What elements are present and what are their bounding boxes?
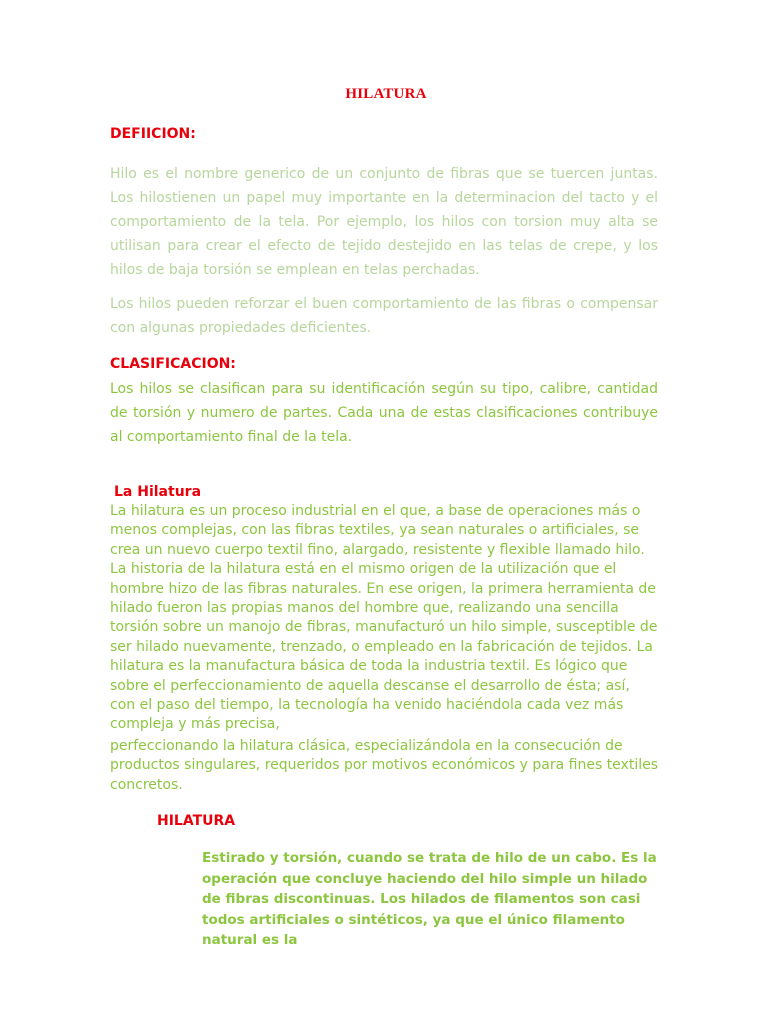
la-hilatura-heading: La Hilatura — [114, 484, 202, 500]
document-title: HILATURA — [345, 86, 427, 102]
classification-heading: CLASIFICACION: — [110, 356, 236, 372]
classification-paragraph: Los hilos se clasifican para su identificación según su tipo, calibre, cantidad de torsión y numero de partes. Cada una de estas clasificaciones contribuye al comportamiento final de la tela. — [110, 381, 658, 445]
definition-paragraph-1: Hilo es el nombre generico de un conjunto de fibras que se tuercen juntas. Los hilostienen un papel muy importante en la determinacion del tacto y el comportamiento de la tela. Por ejemplo, los hilos con torsion muy alta se utilisan para crear el efecto de tejido destejido en las telas de crepe, y los hilos de baja torsión se emplean en telas perchadas. — [110, 166, 658, 278]
la-hilatura-paragraph-2: perfeccionando la hilatura clásica, especializándola en la consecución de productos singulares, requeridos por motivos económicos y para fines textiles concretos. — [110, 738, 659, 793]
hilatura-section-paragraph: Estirado y torsión, cuando se trata de hilo de un cabo. Es la operación que concluye haciendo del hilo simple un hilado de fibras discontinuas. Los hilados de filamentos son casi todos artificiales o sintéticos, ya que el único filamento natural es la — [202, 850, 657, 948]
la-hilatura-paragraph-1: La hilatura es un proceso industrial en el que, a base de operaciones más o menos complejas, con las fibras textiles, ya sean naturales o artificiales, se crea un nuevo cuerpo textil fino, alargado, resistente y flexible llamado hilo. La historia de la hilatura está en el mismo origen de la utilización que el hombre hizo de las fibras naturales. En ese origen, la primera herramienta de hilado fueron las propias manos del hombre que, realizando una sencilla torsión sobre un manojo de fibras, manufacturó un hilo simple, susceptible de ser hilado nuevamente, trenzado, o empleado en la fabricación de tejidos. La hilatura es la manufactura básica de toda la industria textil. Es lógico que sobre el perfeccionamiento de aquella descanse el desarrollo de ésta; así, con el paso del tiempo, la tecnología ha venido haciéndola cada vez más compleja y más precisa, — [110, 503, 658, 733]
definition-paragraph-2: Los hilos pueden reforzar el buen comportamiento de las fibras o compensar con algunas propiedades deficientes. — [110, 296, 658, 336]
definition-heading: DEFIICION: — [110, 126, 196, 142]
hilatura-section-heading: HILATURA — [157, 813, 236, 829]
